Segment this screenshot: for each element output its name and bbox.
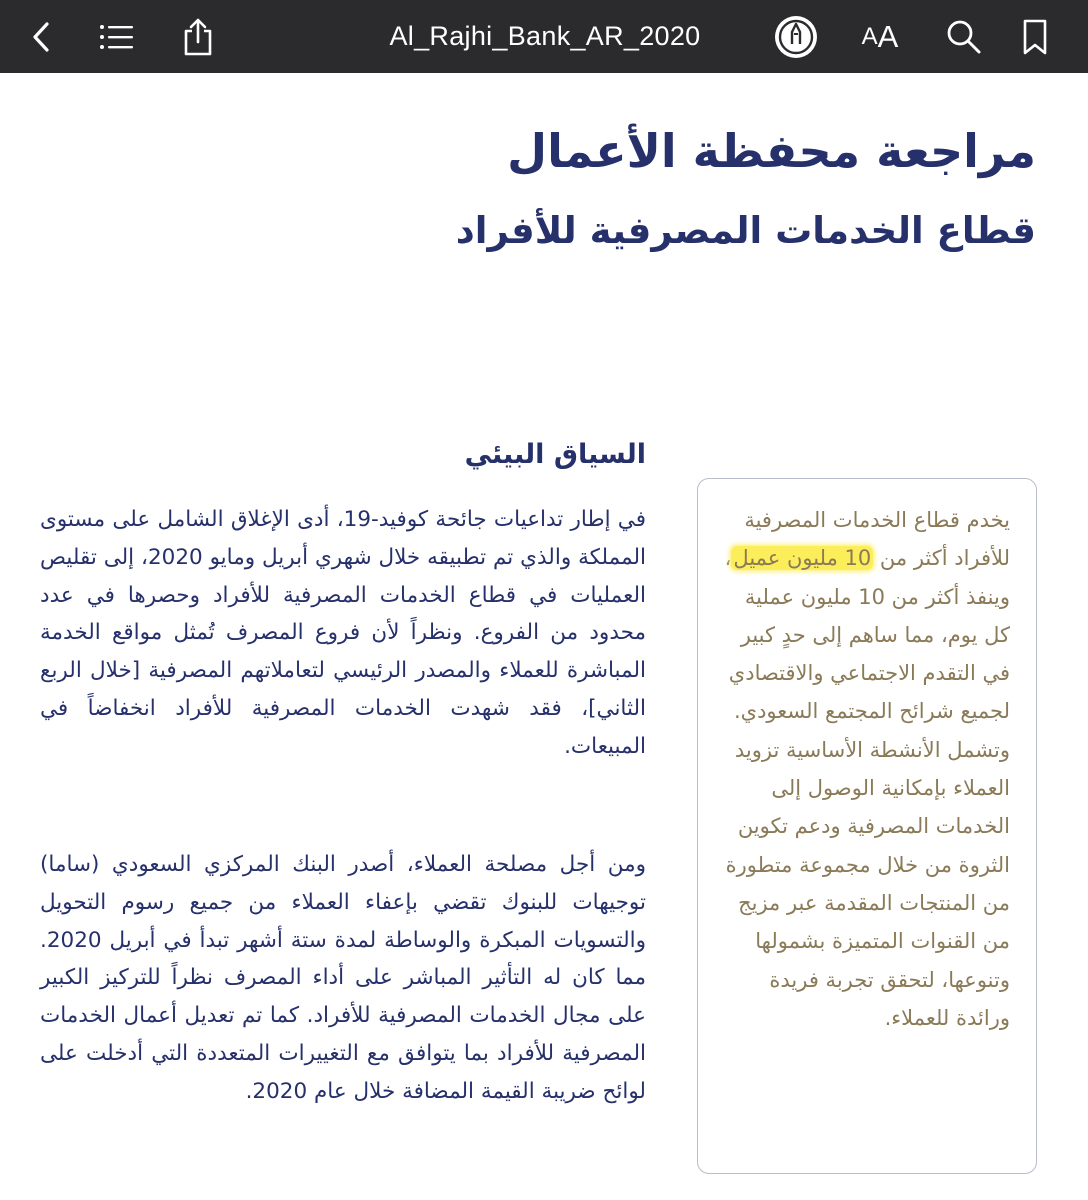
back-button[interactable] <box>22 0 60 73</box>
search-icon <box>946 19 982 55</box>
contents-button[interactable] <box>96 0 138 73</box>
page-subtitle: قطاع الخدمات المصرفية للأفراد <box>455 209 1036 252</box>
text-size-small-glyph: A <box>861 22 878 50</box>
share-icon <box>181 17 215 57</box>
sidebar-callout-text <box>722 501 1010 1037</box>
search-button[interactable] <box>944 0 984 73</box>
list-icon <box>99 23 135 51</box>
bookmark-button[interactable] <box>1018 0 1052 73</box>
sidebar-text-after: ، وينفذ أكثر من 10 مليون عملية كل يوم، مما ساهم إلى حدٍ كبير في التقدم الاجتماعي والاقتصادي لجميع شرائح المجتمع السعودي. وتشمل الأنشطة الأساسية تزويد العملاء بإمكانية الوصول إلى الخدمات المصرفية ودعم تكوين الثروة من خلال مجموعة متطورة من المنتجات المقدمة عبر مزيج من القنوات المتميزة بشمولها وتنوعها، لتحقق تجربة فريدة ورائدة للعملاء. <box>724 546 1010 1030</box>
document-title: Al_Rajhi_Bank_AR_2020 <box>389 21 701 51</box>
body-paragraph-1: في إطار تداعيات جائحة كوفيد-19، أدى الإغلاق الشامل على مستوى المملكة والذي تم تطبيقه خلال شهري أبريل ومايو 2020، إلى تقليص العمليات في قطاع الخدمات المصرفية للأفراد وحصرها في عدد محدود من الفروع. ونظراً لأن فروع المصرف تُمثل مواقع الخدمة المباشرة للعملاء والمصدر الرئيسي لتعاملاتهم المصرفية [خلال الربع الثاني]، فقد شهدت الخدمات المصرفية للأفراد انخفاضاً في المبيعات. <box>40 507 647 759</box>
sidebar-text-before: يخدم قطاع الخدمات المصرفية للأفراد أكثر من <box>744 508 1010 571</box>
text-size-large-glyph: A <box>877 18 899 54</box>
chevron-left-icon <box>30 21 52 53</box>
text-size-button[interactable] <box>856 0 904 73</box>
body-paragraph-2: ومن أجل مصلحة العملاء، أصدر البنك المركزي السعودي (ساما) توجيهات للبنوك تقضي بإعفاء العملاء من جميع رسوم التحويل والتسويات المبكرة والوساطة لمدة ستة أشهر تبدأ في أبريل 2020. مما كان له التأثير المباشر على أداء المصرف نظراً للتركيز الكبير على مجال الخدمات المصرفية للأفراد. كما تم تعديل أعمال الخدمات المصرفية للأفراد بما يتوافق مع التغييرات المتعددة التي أدخلت على لوائح ضريبة القيمة المضافة خلال عام 2020. <box>40 852 646 1104</box>
markup-pen-icon <box>773 14 819 60</box>
page-title: مراجعة محفظة الأعمال <box>507 124 1036 178</box>
markup-button[interactable] <box>772 0 820 73</box>
document-page <box>0 73 1088 1200</box>
share-button[interactable] <box>178 0 218 73</box>
section-heading: السياق البيئي <box>464 439 646 470</box>
bookmark-icon <box>1022 18 1048 56</box>
highlighted-text[interactable]: 10 مليون عميل <box>733 546 872 571</box>
top-toolbar <box>0 0 1088 73</box>
